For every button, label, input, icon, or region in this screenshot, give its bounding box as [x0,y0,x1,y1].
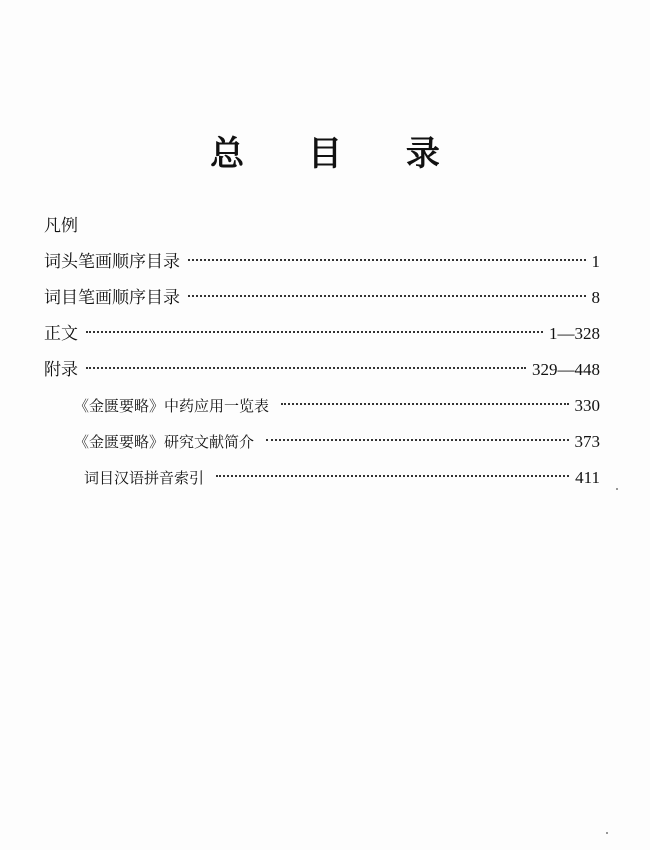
dot-leader [86,367,526,369]
toc-page-number: 8 [591,288,600,307]
toc-entry-zhengwen[interactable] [44,316,600,352]
toc-entry-citou[interactable] [44,244,600,280]
dot-leader [216,475,569,477]
page-title: 总 目 录 [210,134,466,174]
toc-page-number: 329—448 [532,360,600,379]
toc-entry-cimu[interactable] [44,280,600,316]
toc-page-number: 373 [574,432,600,451]
toc-entry-label: 《金匮要略》中药应用一览表 [74,397,270,415]
toc-entry-label: 凡例 [44,216,78,236]
dot-leader [281,403,568,405]
toc-entry-label: 《金匮要略》研究文献简介 [74,433,255,451]
dot-leader [266,439,568,441]
table-of-contents [44,208,600,496]
toc-entry-fulu[interactable] [44,352,600,388]
toc-entry-zhongyao[interactable] [44,388,600,424]
scan-speck [616,488,618,490]
toc-entry-label: 词目汉语拼音索引 [84,469,205,487]
dot-leader [86,331,543,333]
toc-entry-label: 词目笔画顺序目录 [44,288,180,308]
scan-speck [606,832,608,834]
dot-leader [188,259,586,261]
toc-entry-label: 附录 [44,360,78,380]
dot-leader [188,295,586,297]
toc-page-number: 1—328 [549,324,600,343]
toc-entry-label: 词头笔画顺序目录 [44,252,180,272]
toc-page-number: 411 [575,468,600,487]
toc-entry-wenxian[interactable] [44,424,600,460]
toc-page-number: 1 [591,252,600,271]
toc-entry-label: 正文 [44,324,78,344]
toc-page-number: 330 [574,396,600,415]
toc-entry-pinyin[interactable] [44,460,600,496]
toc-entry-fanli[interactable] [44,208,600,244]
